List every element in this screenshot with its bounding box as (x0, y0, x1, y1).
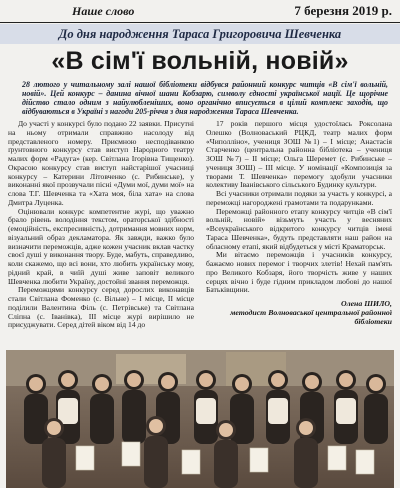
article-lead: 28 лютого у читальному залі нашої бібліотеки відбувся районний конкурс читців «В сім'ї вольній, новій». Цей конкурс – данина вічної шани Кобзарю, символу єдності української нації. Це щорічне дійство стало одним з найулюбленіших, воно органічно вписується в цілий комплекс заходів, що відбуваються в Україні з нагоди 205-річчя з дня народження Тараса Шевченка. (22, 80, 388, 116)
left-column (8, 120, 194, 348)
right-column (206, 120, 392, 348)
paragraph: 17 років першого місця удостоїлась Роксолана Олешко (Волноваський РЦКД, театр малих форм «Чиполліно», учениця ЗОШ №1) – І місце; Анастасія Старченко (центральна районна бібліотека – учениця ЗОШ №7) – ІІ місце; Ольга Шеремет (с. Рибинське – учениця ЗОШ) – ІІІ місце. У номінації «Композиція за творами Т. Шевченка» перемогу здобули учасники колективу Іванівського сільського Будинку культури. (206, 120, 392, 190)
issue-date: 7 березня 2019 р. (294, 3, 392, 18)
author-signature (206, 299, 392, 326)
paragraph: Переможці районного етапу конкурсу читців «В сім'ї вольній, новій» візьмуть участь у весняних «Всеукраїнського відкритого конкурсу читців імені Тараса Шевченка», будуть представляти наш район на обласному етапі, який відбудеться у місті Краматорськ. (206, 206, 392, 251)
article-headline: «В сім'ї вольній, новій» (51, 47, 349, 75)
paragraph: До участі у конкурсі було подано 22 заявки. Присутні на ньому отримали справжню насолоду від представленого номеру. Приємною несподіванкою ґрунтовного конкурсу став виступ Народного театру малих форм «Радуга» (кер. Світлана Ігорівна Тищенко). Окрасою конкурсу став виступ найстарішої учасниці конкурсу – Катерини Літовченко (с. Рибинське), у виконанні якої прозвучали пісні «Думи мої, думи мої» на слова Т.Г. Шевченка та «Хатa моя, біла хата» на слова Дмитра Луценка. (8, 120, 194, 207)
group-photo (6, 350, 394, 488)
paragraph: Оцінювали конкурс компетентне журі, що уважно брало рівень володіння текстом, ораторської здібності (емоційність, експресивність), дотримання мовних норм, візуальний образ декламатора. Як завжди, важко було визначити переможців, адже кожен учасник вклав частку своєї душі у виконання твору. Буде, мабуть, справедливо, коли скажемо, що всі вони, хто любить українську мову, рідний край, в чиїй душі живе заповіт великого Шевченка любити Україну, достойні звання переможця. (8, 206, 194, 286)
paragraph: Ми вітаємо переможців і учасників конкурсу, бажаємо нових перемог і творчих злетів! Нехай пам'ять про Великого Кобзаря, його творчість живе у наших серцях вічно і буде гідним прикладом любові до нашої Батьківщини. (206, 250, 392, 295)
masthead (0, 0, 400, 23)
section-kicker: До дня народження Тараса Григоровича Шевченка (0, 24, 400, 44)
paper-name: Наше слово (72, 3, 135, 18)
paragraph: Всі учасники отримали подяки за участь у конкурсі, а переможці нагороджені грамотами та подарунками. (206, 189, 392, 207)
author-title: методист Волноваської центральної районної бібліотеки (230, 308, 392, 326)
paragraph: Переможцями конкурсу серед дорослих виконавців стали Світлана Фоменко (с. Вільне) – І місце, ІІ місце поділили Валентина Філь (с. Петрівське) та Світлана Сліпна (с. Іванівка), ІІІ місце журі вирішило не присуджувати. Серед дітей віком від 14 до (8, 285, 194, 330)
author-name: Олена ШИЛО, (340, 299, 392, 308)
group-photo-icon (6, 350, 394, 488)
